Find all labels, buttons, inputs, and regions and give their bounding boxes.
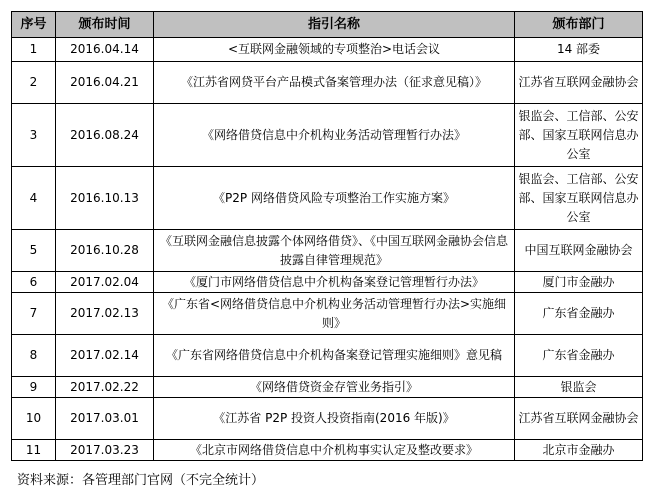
header-date: 颁布时间 (56, 12, 154, 38)
cell-date: 2016.08.24 (56, 104, 154, 167)
cell-no: 4 (12, 167, 56, 230)
cell-date: 2016.10.28 (56, 230, 154, 272)
cell-no: 3 (12, 104, 56, 167)
source-note: 资料来源：各管理部门官网（不完全统计） (17, 473, 265, 488)
cell-date: 2017.02.22 (56, 377, 154, 398)
cell-name: 《互联网金融信息披露个体网络借贷》、《中国互联网金融协会信息披露自律管理规范》 (154, 230, 515, 272)
table-row (12, 38, 643, 62)
table-row (12, 293, 643, 335)
header-name: 指引名称 (154, 12, 515, 38)
cell-dept: 北京市金融办 (515, 440, 643, 461)
cell-dept: 江苏省互联网金融协会 (515, 62, 643, 104)
table-row (12, 377, 643, 398)
cell-name: 《广东省<网络借贷信息中介机构业务活动管理暂行办法>实施细则》 (154, 293, 515, 335)
cell-name: <互联网金融领域的专项整治>电话会议 (154, 38, 515, 62)
cell-no: 10 (12, 398, 56, 440)
cell-no: 9 (12, 377, 56, 398)
cell-no: 11 (12, 440, 56, 461)
cell-name: 《P2P 网络借贷风险专项整治工作实施方案》 (154, 167, 515, 230)
table-row (12, 62, 643, 104)
table-header-row (12, 12, 643, 38)
cell-date: 2017.02.14 (56, 335, 154, 377)
cell-name: 《江苏省网贷平台产品模式备案管理办法（征求意见稿）》 (154, 62, 515, 104)
table-row (12, 335, 643, 377)
regulations-table (11, 11, 643, 461)
cell-dept: 中国互联网金融协会 (515, 230, 643, 272)
cell-date: 2016.04.14 (56, 38, 154, 62)
cell-name: 《厦门市网络借贷信息中介机构备案登记管理暂行办法》 (154, 272, 515, 293)
cell-dept: 江苏省互联网金融协会 (515, 398, 643, 440)
cell-dept: 银监会、工信部、公安部、国家互联网信息办公室 (515, 167, 643, 230)
cell-date: 2017.03.23 (56, 440, 154, 461)
cell-date: 2017.02.13 (56, 293, 154, 335)
cell-no: 1 (12, 38, 56, 62)
cell-no: 6 (12, 272, 56, 293)
cell-date: 2017.02.04 (56, 272, 154, 293)
table-row (12, 272, 643, 293)
cell-name: 《网络借贷信息中介机构业务活动管理暂行办法》 (154, 104, 515, 167)
cell-date: 2017.03.01 (56, 398, 154, 440)
cell-dept: 厦门市金融办 (515, 272, 643, 293)
cell-dept: 广东省金融办 (515, 293, 643, 335)
cell-dept: 14 部委 (515, 38, 643, 62)
header-no: 序号 (12, 12, 56, 38)
header-dept: 颁布部门 (515, 12, 643, 38)
cell-no: 2 (12, 62, 56, 104)
table-row (12, 104, 643, 167)
cell-dept: 银监会 (515, 377, 643, 398)
table-row (12, 440, 643, 461)
cell-no: 8 (12, 335, 56, 377)
cell-name: 《江苏省 P2P 投资人投资指南(2016 年版)》 (154, 398, 515, 440)
cell-name: 《北京市网络借贷信息中介机构事实认定及整改要求》 (154, 440, 515, 461)
cell-name: 《广东省网络借贷信息中介机构备案登记管理实施细则》意见稿 (154, 335, 515, 377)
cell-no: 7 (12, 293, 56, 335)
cell-dept: 银监会、工信部、公安部、国家互联网信息办公室 (515, 104, 643, 167)
cell-dept: 广东省金融办 (515, 335, 643, 377)
cell-date: 2016.04.21 (56, 62, 154, 104)
cell-date: 2016.10.13 (56, 167, 154, 230)
cell-name: 《网络借贷资金存管业务指引》 (154, 377, 515, 398)
table-row (12, 167, 643, 230)
table-row (12, 230, 643, 272)
cell-no: 5 (12, 230, 56, 272)
table-row (12, 398, 643, 440)
